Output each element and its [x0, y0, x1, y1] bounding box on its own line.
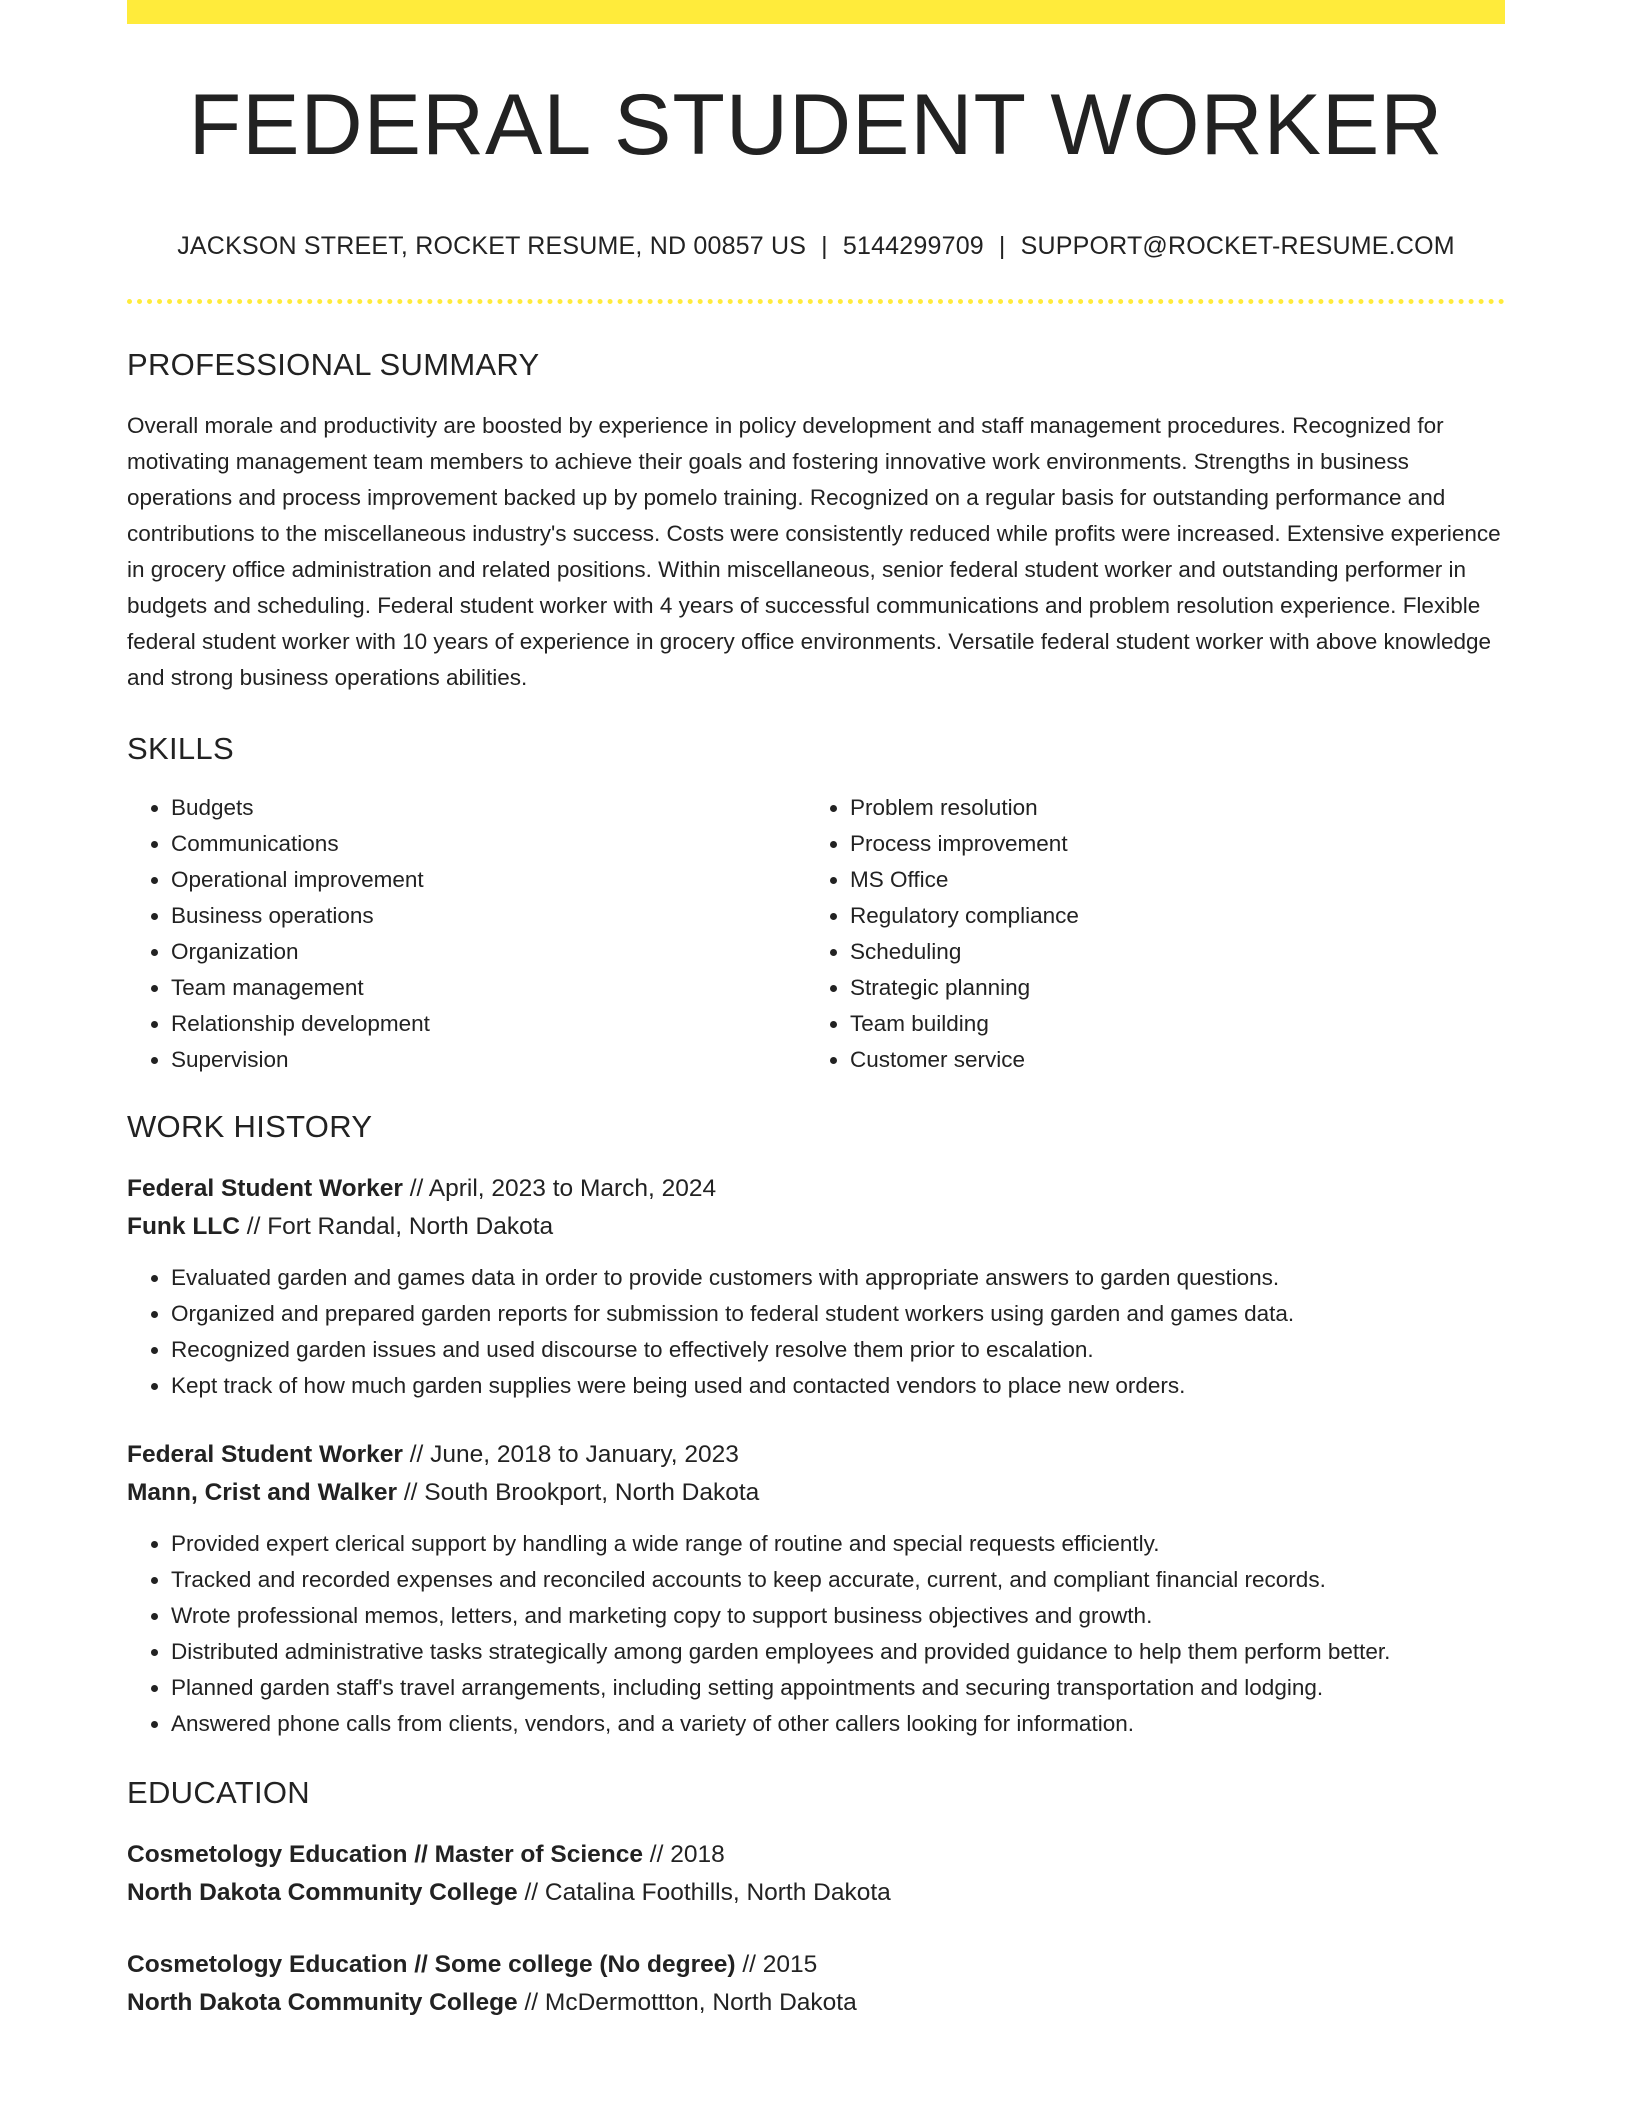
job-bullet: • Tracked and recorded expenses and reconciled accounts to keep accurate, current, and compliant financial records. [171, 1562, 1505, 1598]
skill-item: • Communications [171, 826, 807, 862]
education-entry [127, 1836, 1505, 1912]
contact-line [127, 232, 1505, 261]
skill-item: • Operational improvement [171, 862, 807, 898]
contact-address: JACKSON STREET, ROCKET RESUME, ND 00857 US [177, 232, 807, 260]
education-location: // Catalina Foothills, North Dakota [517, 1879, 891, 1907]
summary-text: Overall morale and productivity are boosted by experience in policy development and staff management procedures. Recognized for motivating management team members to achieve their goals and fostering innovative work environments. Strengths in business operations and process improvement backed up by pomelo training. Recognized on a regular basis for outstanding performance and contributions to the miscellaneous industry's success. Costs were consistently reduced while profits were increased. Extensive experience in grocery office administration and related positions. Within miscellaneous, senior federal student worker and outstanding performer in budgets and scheduling. Federal student worker with 4 years of successful communications and problem resolution experience. Flexible federal student worker with 10 years of experience in grocery office environments. Versatile federal student worker with above knowledge and strong business operations abilities. [127, 413, 1501, 691]
job-bullet-list [127, 1526, 1505, 1742]
resume-name: FEDERAL STUDENT WORKER [188, 77, 1444, 173]
job-entry [127, 1436, 1505, 1742]
skill-item: • Budgets [171, 790, 807, 826]
education-year: // 2018 [642, 1841, 725, 1869]
education-school-line [127, 1984, 1505, 2022]
skill-item: • Business operations [171, 898, 807, 934]
job-role: Federal Student Worker [127, 1441, 403, 1469]
job-title-line [127, 1170, 1505, 1208]
job-bullet: • Evaluated garden and games data in order to provide customers with appropriate answers to garden questions. [171, 1260, 1505, 1296]
resume-page [127, 0, 1505, 2022]
education-heading: EDUCATION [127, 1775, 310, 1811]
job-dates: // April, 2023 to March, 2024 [402, 1175, 717, 1203]
job-company: Mann, Crist and Walker [127, 1479, 398, 1507]
job-location: // Fort Randal, North Dakota [239, 1213, 554, 1241]
education-degree-line [127, 1836, 1505, 1874]
education-school-line [127, 1874, 1505, 1912]
header-divider [127, 299, 1505, 304]
contact-separator: | [998, 232, 1006, 260]
top-accent-bar [127, 0, 1505, 24]
job-company-line [127, 1474, 1505, 1512]
skill-item: • Strategic planning [850, 970, 1487, 1006]
job-bullet: • Organized and prepared garden reports for submission to federal student workers using garden and games data. [171, 1296, 1505, 1332]
skill-item: • Customer service [850, 1042, 1487, 1078]
contact-separator: | [821, 232, 828, 260]
job-entry [127, 1170, 1505, 1404]
skill-item: • Team management [171, 970, 807, 1006]
education-degree: Cosmetology Education // Some college (No degree) [127, 1951, 736, 1979]
job-title-line [127, 1436, 1505, 1474]
job-bullet-list [127, 1260, 1505, 1404]
job-bullet: • Kept track of how much garden supplies were being used and contacted vendors to place new orders. [171, 1368, 1505, 1404]
job-bullet: • Recognized garden issues and used discourse to effectively resolve them prior to escalation. [171, 1332, 1505, 1368]
education-degree: Cosmetology Education // Master of Science [127, 1841, 643, 1869]
education-degree-line [127, 1946, 1505, 1984]
education-school: North Dakota Community College [127, 1879, 518, 1907]
education-entry [127, 1946, 1505, 2022]
skill-item: • Regulatory compliance [850, 898, 1487, 934]
job-location: // South Brookport, North Dakota [397, 1479, 760, 1507]
job-bullet: • Planned garden staff's travel arrangements, including setting appointments and securing transportation and lodging. [171, 1670, 1505, 1706]
skills-column-2 [807, 790, 1487, 1078]
job-bullet: • Distributed administrative tasks strategically among garden employees and provided guidance to help them perform better. [171, 1634, 1505, 1670]
summary-heading: PROFESSIONAL SUMMARY [127, 347, 540, 382]
skill-item: • Team building [850, 1006, 1487, 1042]
contact-phone: 5144299709 [842, 232, 984, 260]
education-school: North Dakota Community College [127, 1989, 518, 2017]
skill-item: • Process improvement [850, 826, 1487, 862]
skill-item: • Problem resolution [850, 790, 1487, 826]
skill-item: • MS Office [850, 862, 1487, 898]
job-company: Funk LLC [127, 1213, 240, 1241]
education-year: // 2015 [735, 1951, 818, 1979]
skill-item: • Relationship development [171, 1006, 807, 1042]
work-history-heading: WORK HISTORY [127, 1109, 373, 1145]
job-dates: // June, 2018 to January, 2023 [402, 1441, 739, 1469]
job-company-line [127, 1208, 1505, 1246]
job-role: Federal Student Worker [127, 1175, 403, 1203]
skills-list [127, 790, 1505, 1078]
job-bullet: • Wrote professional memos, letters, and marketing copy to support business objectives and growth. [171, 1598, 1505, 1634]
job-bullet: • Answered phone calls from clients, vendors, and a variety of other callers looking for information. [171, 1706, 1505, 1742]
skill-item: • Supervision [171, 1042, 807, 1078]
skill-item: • Scheduling [850, 934, 1487, 970]
job-bullet: • Provided expert clerical support by handling a wide range of routine and special requests efficiently. [171, 1526, 1505, 1562]
education-location: // McDermottton, North Dakota [517, 1989, 857, 2017]
skill-item: • Organization [171, 934, 807, 970]
contact-email: SUPPORT@ROCKET-RESUME.COM [1020, 232, 1455, 260]
skills-column-1 [127, 790, 807, 1078]
skills-heading: SKILLS [127, 731, 234, 767]
